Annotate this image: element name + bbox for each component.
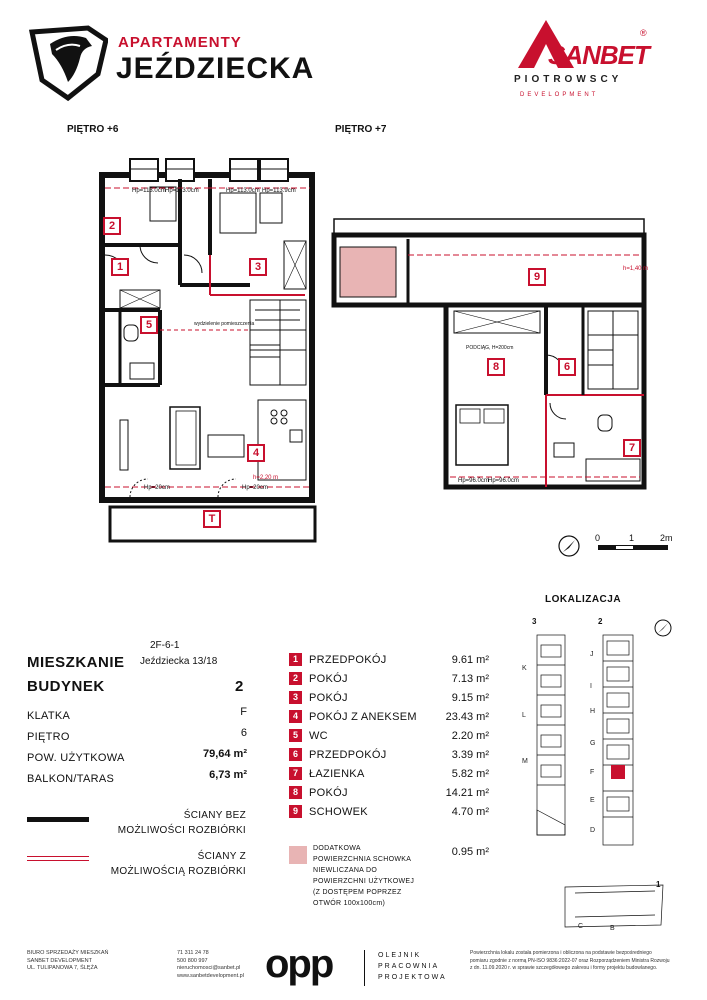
office-line: BIURO SPRZEDAŻY MIESZKAŃ (27, 950, 109, 956)
building-2-label: 2 (598, 617, 603, 626)
room-row (289, 669, 489, 688)
location-letter-c: C (578, 923, 584, 930)
room-row (289, 707, 489, 726)
room-area: 7.13 m² (451, 672, 489, 685)
room-number: 1 (289, 653, 302, 666)
hp96-annotation-a: Hp=96.0cm (458, 478, 489, 484)
location-title: LOKALIZACJA (545, 594, 622, 605)
room-number: 5 (289, 729, 302, 742)
note-line: POWIERZCHNI UŻYTKOWEJ (313, 878, 415, 885)
location-letter-e: E (590, 797, 595, 804)
location-letter-i: I (590, 683, 592, 690)
room-area: 9.61 m² (451, 653, 489, 666)
room-area: 4.70 m² (451, 805, 489, 818)
email: nieruchomosci@sanbet.pl (177, 965, 241, 971)
legend-fixed-walls (100, 808, 246, 838)
location-letter-d: D (590, 827, 596, 834)
olejnik-line: OLEJNIK (378, 952, 422, 959)
room-row (289, 726, 489, 745)
sales-office-info (27, 950, 147, 973)
room-separation-note: wydzielenie pomieszczenia (194, 321, 255, 327)
room-area: 2.20 m² (451, 729, 489, 742)
detail-row (27, 748, 247, 769)
building-title: BUDYNEK (27, 678, 105, 695)
extra-storage-note (313, 843, 433, 909)
location-letter-l: L (522, 712, 526, 719)
location-letter-g: G (590, 740, 596, 747)
legend-fixed-wall-line (27, 817, 89, 822)
office-line: UL. TULIPANOWA 7, ŚLĘŻA (27, 965, 98, 971)
detail-label: BALKON/TARAS (27, 773, 115, 785)
developer-name: SANBET (548, 40, 649, 70)
room-area: 14.21 m² (445, 786, 489, 799)
scale-label-1: 1 (629, 533, 635, 543)
room-marker-7: 7 (623, 439, 641, 457)
height-annotation-storage: h=1,40 m (623, 266, 649, 272)
room-name: POKÓJ (309, 786, 348, 799)
terrace-marker: T (203, 510, 221, 528)
floor-plan-level-6 (90, 145, 330, 545)
room-marker-2: 2 (103, 217, 121, 235)
room-number: 3 (289, 691, 302, 704)
room-marker-3: 3 (249, 258, 267, 276)
room-name: ŁAZIENKA (309, 767, 365, 780)
hp20-annotation-b: Hp=20cm (242, 485, 268, 491)
legend-line: ŚCIANY BEZ (183, 810, 246, 821)
hp-annotation-2: Hp=113.0cm (165, 188, 199, 194)
note-line: pomiaru zgodnie z normą PN-ISO 9836:2022-07 oraz Rozporządzeniem Ministra Rozwoju (470, 957, 670, 964)
note-line: (Z DOSTĘPEM POPRZEZ (313, 889, 402, 896)
room-row (289, 650, 489, 669)
room-marker-4: 4 (247, 444, 265, 462)
apartment-address: Jeździecka 13/18 (140, 656, 218, 667)
extra-storage-area: 0.95 m² (451, 846, 489, 858)
room-area: 9.15 m² (451, 691, 489, 704)
registered-mark: ® (640, 28, 647, 38)
room-name: POKÓJ (309, 672, 348, 685)
room-row (289, 688, 489, 707)
hp20-annotation-a: Hp=20cm (144, 485, 170, 491)
detail-value: 6,73 m² (209, 769, 247, 781)
contact-info (177, 950, 272, 980)
room-name: PRZEDPOKÓJ (309, 748, 387, 761)
floor-label-left: PIĘTRO +6 (67, 124, 119, 135)
note-line: DODATKOWA (313, 845, 361, 852)
location-letter-k: K (522, 665, 527, 672)
room-row (289, 764, 489, 783)
hp-annotation-4: Hp=113.9cm (262, 188, 296, 194)
legend-removable-wall-line (27, 856, 89, 861)
room-number: 8 (289, 786, 302, 799)
note-line: z dn. 11.09.2020 r. w sprawie szczegółowego zakresu i formy projektu budowlanego. (470, 965, 658, 971)
room-area: 3.39 m² (451, 748, 489, 761)
hp96-annotation-b: Hp=96.0cm (488, 478, 519, 484)
room-marker-1: 1 (111, 258, 129, 276)
detail-row (27, 769, 247, 790)
olejnik-line: PROJEKTOWA (378, 974, 447, 981)
floor-label-right: PIĘTRO +7 (335, 124, 387, 135)
legend-line: MOŻLIWOŚCIĄ ROZBIÓRKI (110, 866, 246, 877)
detail-label: KLATKA (27, 710, 71, 722)
scale-label-2: 2m (660, 533, 673, 543)
phone-2: 500 800 997 (177, 957, 208, 964)
measurement-note (470, 950, 700, 973)
detail-row (27, 727, 247, 748)
logo-divider (364, 950, 365, 986)
note-line: OTWÓR 100x100cm) (313, 900, 386, 907)
room-number: 4 (289, 710, 302, 723)
room-name: PRZEDPOKÓJ (309, 653, 387, 666)
location-letter-b: B (610, 925, 615, 932)
height-annotation-left: h=2,20 m (253, 475, 279, 481)
olejnik-logo-text (378, 950, 447, 983)
detail-label: POW. UŻYTKOWA (27, 752, 125, 764)
room-number: 9 (289, 805, 302, 818)
scale-bar (598, 545, 668, 550)
room-row (289, 745, 489, 764)
note-line: POWIERZCHNIA SCHOWKA (313, 856, 412, 863)
apartment-details (27, 706, 247, 790)
rooms-list (289, 650, 489, 821)
phone-1: 71 311 24 78 (177, 950, 209, 956)
room-number: 6 (289, 748, 302, 761)
legend-line: MOŻLIWOŚCI ROZBIÓRKI (117, 825, 246, 836)
detail-value: F (240, 706, 247, 718)
location-letter-m: M (522, 758, 528, 765)
location-letter-f: F (590, 769, 595, 776)
room-number: 2 (289, 672, 302, 685)
legend-line: ŚCIANY Z (197, 851, 246, 862)
room-area: 5.82 m² (451, 767, 489, 780)
room-name: POKÓJ (309, 691, 348, 704)
room-row (289, 802, 489, 821)
room-row (289, 783, 489, 802)
room-name: POKÓJ Z ANEKSEM (309, 710, 417, 723)
location-site-plan (515, 625, 675, 945)
room-marker-5: 5 (140, 316, 158, 334)
room-marker-8: 8 (487, 358, 505, 376)
hp-annotation-1: Hp=113.0cm (132, 188, 166, 194)
developer-tagline: DEVELOPMENT (520, 92, 599, 98)
hp-annotation-3: Hp=113.0cm (226, 188, 260, 194)
brand-title: JEŹDZIECKA (116, 52, 315, 85)
apartment-title: MIESZKANIE (27, 654, 125, 671)
brand-subtitle: APARTAMENTY (118, 34, 242, 51)
room-area: 23.43 m² (445, 710, 489, 723)
detail-value: 6 (240, 727, 247, 739)
website: www.sanbetdevelopment.pl (177, 972, 244, 979)
building-3-label: 3 (532, 617, 537, 626)
beam-annotation: PODCIĄG, H=200cm (466, 345, 514, 351)
olejnik-line: PRACOWNIA (378, 963, 440, 970)
developer-subname: PIOTROWSCY (514, 74, 623, 85)
room-marker-6: 6 (558, 358, 576, 376)
building-1-label: 1 (656, 880, 661, 889)
horse-shield-icon (28, 24, 108, 104)
note-line: Powierzchnia lokalu została pomierzona i obliczona na podstawie bezpośredniego (470, 950, 652, 956)
location-letter-h: H (590, 708, 596, 715)
office-line: SANBET DEVELOPMENT (27, 957, 92, 964)
apartment-code: 2F-6-1 (150, 640, 180, 651)
opp-logo: opp (265, 942, 333, 986)
floor-plan-level-7 (328, 215, 648, 495)
scale-label-0: 0 (595, 533, 601, 543)
note-line: NIEWLICZANA DO (313, 867, 378, 874)
room-name: SCHOWEK (309, 805, 368, 818)
detail-row (27, 706, 247, 727)
room-number: 7 (289, 767, 302, 780)
room-name: WC (309, 729, 328, 742)
location-letter-j: J (590, 651, 594, 658)
building-number: 2 (235, 678, 244, 695)
compass-icon (557, 534, 581, 558)
extra-storage-swatch (289, 846, 307, 864)
detail-label: PIĘTRO (27, 731, 70, 743)
detail-value: 79,64 m² (202, 748, 247, 760)
room-marker-9: 9 (528, 268, 546, 286)
legend-removable-walls (100, 849, 246, 879)
